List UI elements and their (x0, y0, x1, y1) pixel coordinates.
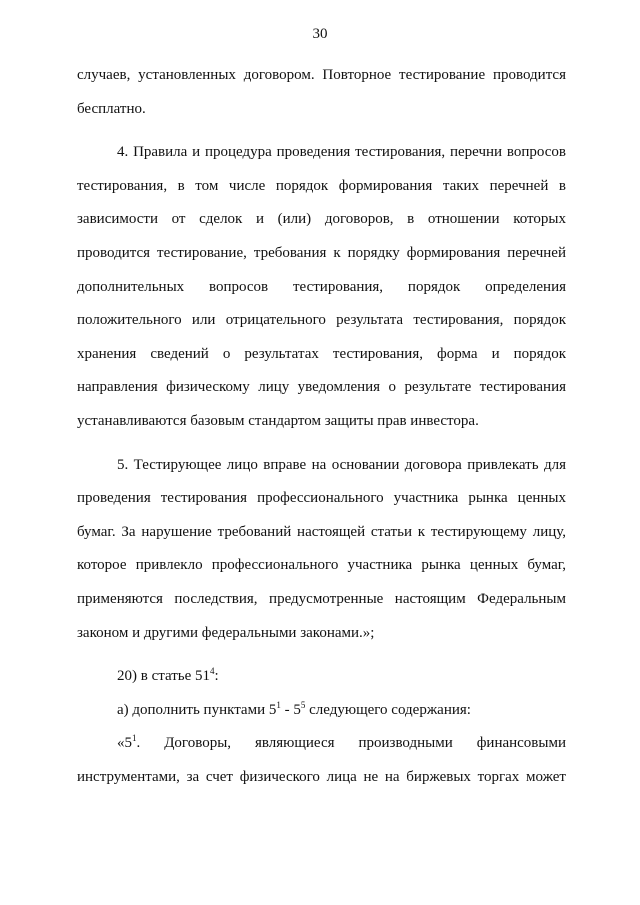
text-line (77, 694, 566, 728)
line-text: 20) в статье 51 (117, 668, 211, 685)
line-text: «5 (117, 735, 132, 752)
document-body (77, 59, 566, 794)
text-line: законом и другими федеральными законами.»; (77, 624, 375, 641)
text-line: хранения сведений о результатах тестирования, форма и порядок (77, 345, 566, 362)
text-line: случаев, установленных договором. Повторное тестирование проводится (77, 67, 566, 83)
text-line: бумаг. За нарушение требований настоящей статьи к тестирующему лицу, (77, 523, 566, 540)
text-line: применяются последствия, предусмотренные настоящим Федеральным (77, 590, 566, 607)
line-text: а) дополнить пунктами 5 (117, 701, 277, 718)
superscript: 1 (132, 733, 137, 744)
text-line: устанавливаются базовым стандартом защиты прав инвестора. (77, 412, 479, 429)
text-line: проведения тестирования профессионального участника рынка ценных (77, 490, 566, 507)
text-line: бесплатно. (77, 100, 146, 117)
line-text: - 5 (280, 701, 301, 718)
line-text: : (214, 668, 219, 685)
text-line: зависимости от сделок и (или) договоров, в отношении которых (77, 211, 566, 228)
text-line: тестирования, в том числе порядок формирования таких перечней в (77, 177, 566, 194)
text-line: 4. Правила и процедура проведения тестирования, перечни вопросов (117, 144, 566, 161)
text-line (77, 727, 566, 761)
superscript: 4 (210, 666, 215, 677)
superscript: 5 (300, 699, 306, 710)
text-line: положительного или отрицательного результата тестирования, порядок (77, 312, 566, 329)
text-line: 5. Тестирующее лицо вправе на основании договора привлекать для (117, 456, 566, 473)
text-line: которое привлекло профессионального участника рынка ценных бумаг, (77, 557, 566, 574)
line-text: . Договоры, являющиеся производными финансовыми (136, 735, 566, 752)
text-line: инструментами, за счет физического лица не на биржевых торгах может (77, 768, 566, 785)
text-line (77, 660, 566, 694)
text-line: дополнительных вопросов тестирования, порядок определения (77, 278, 566, 295)
page-number: 30 (312, 26, 328, 42)
text-line: направления физическому лицу уведомления о результате тестирования (77, 379, 566, 396)
text-line: проводится тестирование, требования к порядку формирования перечней (77, 244, 566, 261)
line-text: следующего содержания: (305, 701, 471, 718)
superscript: 1 (276, 699, 281, 710)
